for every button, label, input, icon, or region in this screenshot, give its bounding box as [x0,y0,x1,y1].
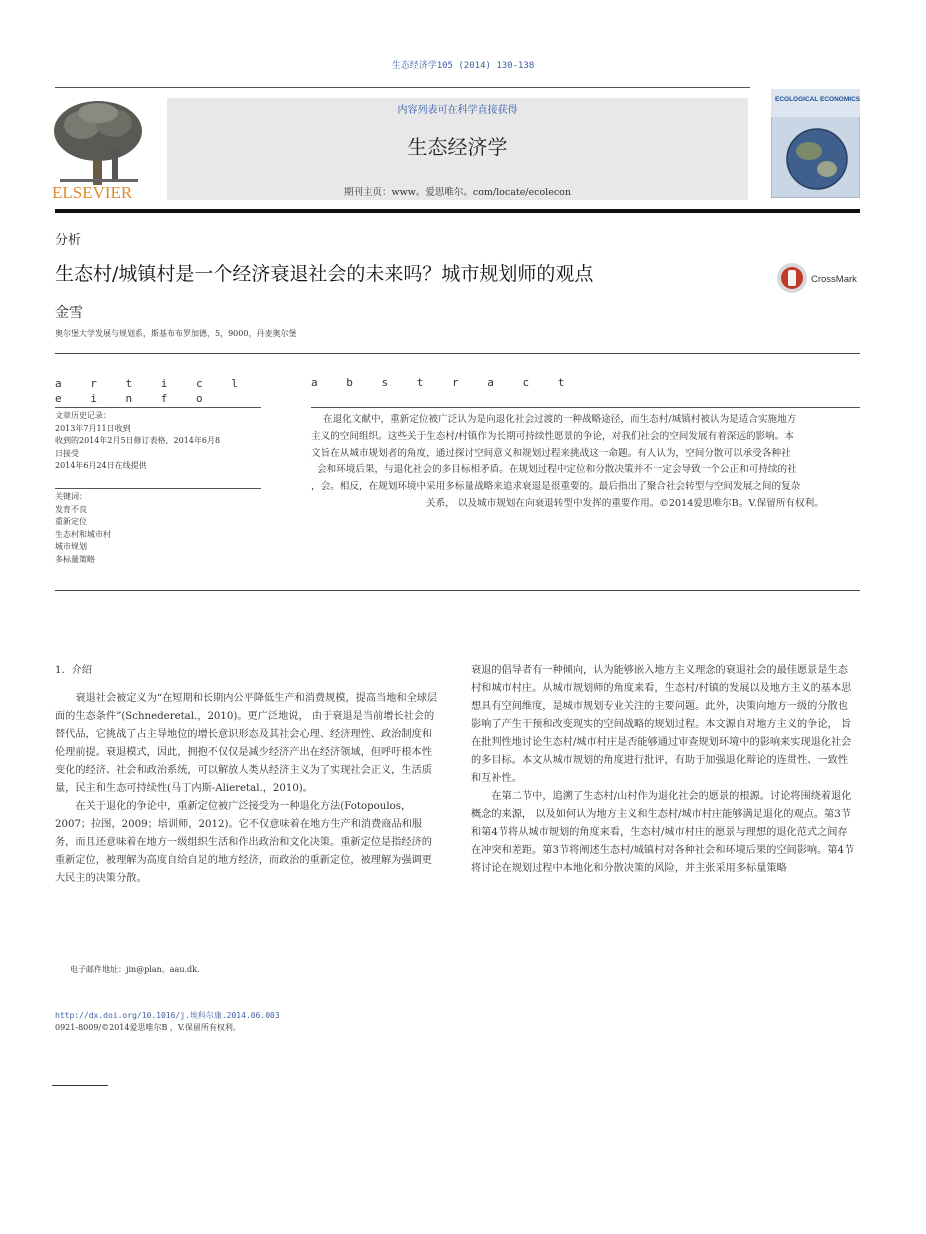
keywords-label: 关键词： [55,492,87,501]
article-history [55,410,220,473]
article-title: 生态村/城镇村是一个经济衰退社会的未来吗？城市规划师的观点 [55,263,594,285]
crossmark-label: CrossMark [811,274,857,285]
section-heading-introduction: 1．介绍 [55,665,93,676]
journal-reference[interactable]: 生态经济学105 (2014) 130-138 [391,61,535,71]
journal-cover-image[interactable] [771,89,860,198]
keyword-item[interactable]: 生态村和城市村 [55,529,111,539]
journal-homepage[interactable]: 期刊主页：www。爱思唯尔。com/locate/ecolecon [343,187,571,198]
body-column-right [471,662,856,878]
history-label: 文章历史记录： [55,411,111,420]
author-affiliation: 奥尔堡大学发展与规划系，斯基布布罗加德，5，9000，丹麦奥尔堡 [55,329,297,338]
body-paragraph: 在关于退化的争论中，重新定位被广泛接受为一种退化方法(Fotopoulos，2007；拉图，2009；培训师，2012)。它不仅意味着在地方生产和消费商品和服务，而且还意味着在地方一级组织生活和作出政治和文化决策。重新定位是指经济的重新定位，被理解为高度自给自足的地方经济，而政治的重新定位，被理解为强调更大民主的决策分散。 [55,801,432,884]
article-section-label: 分析 [55,233,82,248]
doi-link[interactable]: http://dx.doi.org/10.1016/j.埃科尔康.2014.06.003 [55,1011,280,1020]
article-info-divider [55,407,261,408]
body-paragraph: 在第二节中，追溯了生态村/山村作为退化社会的愿景的根源。讨论将围绕着退化概念的来源， 以及如何认为地方主义和生态村/城市村庄能够满足退化的观点。第3节和第4节将从城市规划的角度来看，生态村/城市村庄的愿景与理想的退化范式之间存在冲突和差距。第3节将阐述生态村/城镇村对各种社会和环境后果的空间影响。第4节将讨论在规划过程中本地化和分散决策的风险，并主张采用多标量策略 [471,791,855,874]
elsevier-logo[interactable] [52,99,147,201]
keyword-item[interactable]: 多标量策略 [55,554,95,564]
keywords-list [55,491,111,566]
footer-rule [52,1085,108,1086]
cover-title: ECOLOGICAL ECONOMICS [775,96,860,103]
author-name[interactable]: 金雪 [55,305,83,321]
history-received: 2013年7月11日收到 [55,423,131,433]
keyword-item[interactable]: 重新定位 [55,517,87,526]
header-divider [55,87,750,88]
keywords-divider [55,488,261,489]
abstract-text [311,412,860,513]
contents-available-link[interactable]: 内容列表可在科学直接获得 [397,105,518,116]
elsevier-wordmark: ELSEVIER [52,183,133,201]
history-revised: 收到的2014年2月5日修订表格，2014年6月8 [55,436,221,445]
abstract-line: 文旨在从城市规划者的角度，通过探讨空间意义和规划过程来挑战这一命题。有人认为，空间分散可以承受各种社 [311,447,791,459]
journal-name: 生态经济学 [407,135,508,159]
abstract-line: 会和环境后果，与退化社会的多目标相矛盾。在规划过程中定位和分散决策并不一定会导致一个公正和可持续的社 [317,464,797,476]
abstract-line: 关系， 以及城市规划在向衰退转型中发挥的重要作用。©2014爱思唯尔B。V.保留所有权利。 [426,497,824,509]
body-paragraph: 衰退的倡导者有一种倾向，认为能够嵌入地方主义理念的衰退社会的最佳愿景是生态村和城市村庄。从城市规划师的角度来看，生态村/村镇的发展以及地方主义的基本思想具有空间维度，是城市规划专业关注的主要问题。此外，决策向地方一级的分散也影响了产生干预和改变现实的空间战略的规划过程。本文源自对地方主义的争论， 旨在批判性地讨论生态村/城市村庄是否能够通过审查规划环境中的影响来实现退化社会的多目标。本文从城市规划的角度进行批评，有助于加强退化辩论的连贯性、一致性和互补性。 [471,665,852,784]
body-column-left [55,662,440,888]
article-info-heading: a r t i c l e i n f o [55,377,249,405]
abstract-heading: a b s t r a c t [311,376,576,389]
body-paragraph: 衰退社会被定义为“在短期和长期内公平降低生产和消费规模，提高当地和全球层面的生态条件”(Schnederetal.，2010)。更广泛地说， 由于衰退是当前增长社会的替代品，它挑战了占主导地位的增长意识形态及其社会心理、经济理性、政治制度和伦理前提。衰退模式，因此，拥抱不仅仅是减少经济产出在经济领域，但呼吁根本性变化的经济、社会和政治系统，可以解放人类从经济主义为了实现社会正义，生活质量，民主和生态可持续性(马丁内斯-Alieretal.，2010)。 [55,693,438,794]
history-online: 2014年6月24日在线提供 [55,461,147,470]
keyword-item[interactable]: 发育不良 [55,504,87,514]
history-accepted: 日接受 [55,448,79,458]
keyword-item[interactable]: 城市规划 [55,542,87,551]
copyright-notice: 0921-8009/©2014爱思唯尔B ，V.保留所有权利。 [55,1023,241,1032]
body-divider [55,590,860,591]
meta-divider [55,353,860,354]
abstract-line: ，会。相反，在规划环境中采用多标量战略来追求衰退是很重要的。最后指出了聚合社会转型与空间发展之间的复杂 [311,481,801,493]
abstract-line: 在退化文献中，重新定位被广泛认为是向退化社会过渡的一种战略途径，而生态村/城镇村被认为是适合实施地方 [323,414,797,425]
crossmark-badge[interactable] [776,261,862,295]
header-thick-divider [55,209,860,213]
journal-banner [167,98,748,200]
footnote-email[interactable]: 电子邮件地址：jin@plan。aau.dk. [70,965,200,974]
abstract-line: 主义的空间组织。这些关于生态村/村镇作为长期可持续性愿景的争论，对我们社会的空间发展有着深远的影响。本 [311,430,794,442]
abstract-divider [311,407,860,408]
